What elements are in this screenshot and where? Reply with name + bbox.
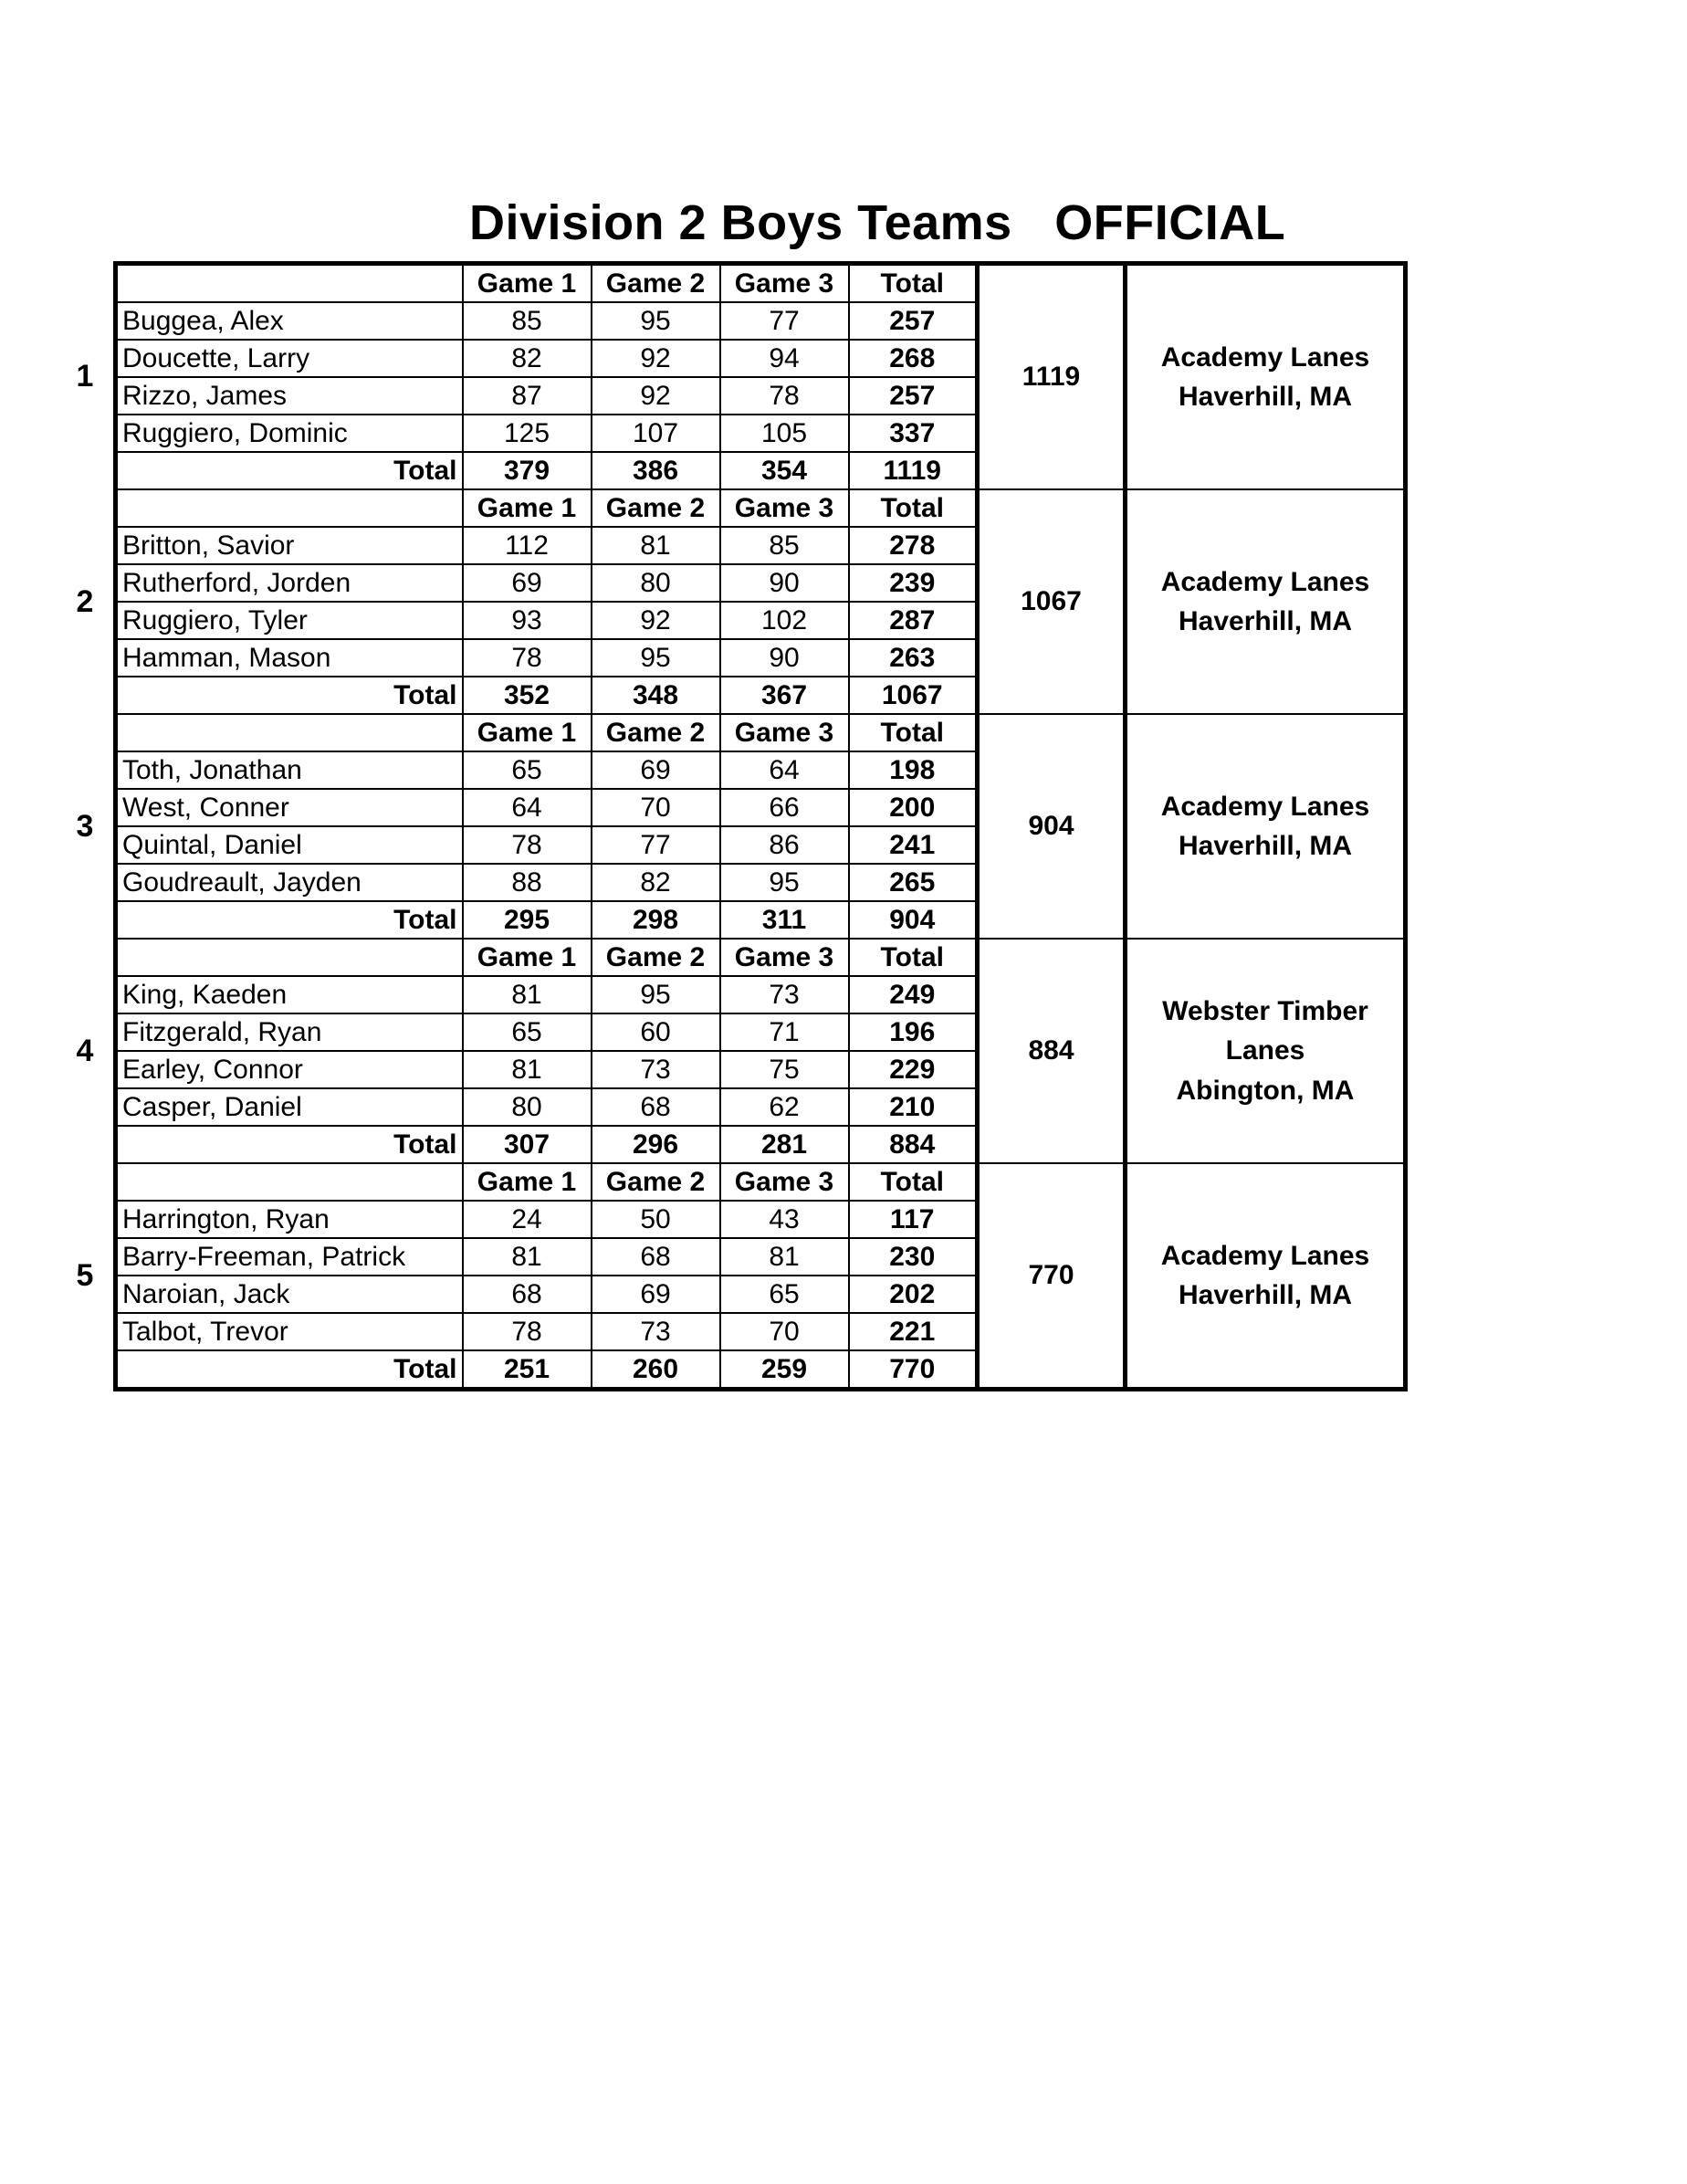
player-name: Ruggiero, Dominic xyxy=(116,415,463,452)
venue-line: Lanes xyxy=(1225,1035,1305,1066)
player-name: Rizzo, James xyxy=(116,377,463,415)
team-header-row xyxy=(116,714,1406,751)
player-name: Goudreault, Jayden xyxy=(116,864,463,901)
column-header: Game 1 xyxy=(463,1163,592,1201)
game-2-score: 92 xyxy=(592,340,720,377)
total-label: Total xyxy=(116,452,463,489)
venue-line: Haverhill, MA xyxy=(1178,1280,1353,1310)
team-rank: 4 xyxy=(76,1033,94,1068)
venue-line: Academy Lanes xyxy=(1160,791,1370,822)
column-header: Game 3 xyxy=(720,714,849,751)
game-2-score: 73 xyxy=(592,1313,720,1350)
column-header: Total xyxy=(849,1163,978,1201)
game-1-score: 81 xyxy=(463,1238,592,1276)
game-2-score: 70 xyxy=(592,789,720,826)
column-header: Total xyxy=(849,714,978,751)
game-2-score: 95 xyxy=(592,639,720,677)
game-3-score: 66 xyxy=(720,789,849,826)
game-2-score: 95 xyxy=(592,302,720,340)
game-3-score: 64 xyxy=(720,751,849,789)
column-header: Total xyxy=(849,489,978,527)
series-total: 884 xyxy=(849,1126,978,1163)
game-1-score: 81 xyxy=(463,1051,592,1088)
game-3-score: 85 xyxy=(720,527,849,564)
game-3-total: 311 xyxy=(720,901,849,939)
player-total: 265 xyxy=(849,864,978,901)
game-2-score: 60 xyxy=(592,1013,720,1051)
game-3-score: 105 xyxy=(720,415,849,452)
player-name: Rutherford, Jorden xyxy=(116,564,463,602)
game-3-score: 90 xyxy=(720,639,849,677)
player-total: 337 xyxy=(849,415,978,452)
game-2-score: 95 xyxy=(592,976,720,1013)
game-3-total: 354 xyxy=(720,452,849,489)
game-3-score: 95 xyxy=(720,864,849,901)
player-total: 221 xyxy=(849,1313,978,1350)
game-1-score: 93 xyxy=(463,602,592,639)
player-total: 196 xyxy=(849,1013,978,1051)
game-1-score: 112 xyxy=(463,527,592,564)
game-1-score: 78 xyxy=(463,639,592,677)
blank-cell xyxy=(116,939,463,976)
game-2-score: 69 xyxy=(592,1276,720,1313)
game-1-total: 352 xyxy=(463,677,592,714)
team-header-row xyxy=(116,489,1406,527)
player-total: 257 xyxy=(849,377,978,415)
venue-line: Abington, MA xyxy=(1176,1075,1355,1106)
blank-cell xyxy=(116,1163,463,1201)
venue-cell xyxy=(1126,1163,1406,1390)
game-1-score: 24 xyxy=(463,1201,592,1238)
game-1-total: 379 xyxy=(463,452,592,489)
player-name: Quintal, Daniel xyxy=(116,826,463,864)
game-3-score: 75 xyxy=(720,1051,849,1088)
blank-cell xyxy=(116,264,463,303)
game-1-total: 307 xyxy=(463,1126,592,1163)
column-header: Game 3 xyxy=(720,939,849,976)
player-name: Talbot, Trevor xyxy=(116,1313,463,1350)
player-name: Ruggiero, Tyler xyxy=(116,602,463,639)
player-name: Buggea, Alex xyxy=(116,302,463,340)
game-2-score: 68 xyxy=(592,1088,720,1126)
series-total: 1119 xyxy=(849,452,978,489)
game-3-score: 81 xyxy=(720,1238,849,1276)
player-total: 117 xyxy=(849,1201,978,1238)
game-3-score: 73 xyxy=(720,976,849,1013)
team-header-row xyxy=(116,264,1406,303)
team-header-row xyxy=(116,1163,1406,1201)
game-3-score: 43 xyxy=(720,1201,849,1238)
venue-cell xyxy=(1126,714,1406,939)
player-name: Toth, Jonathan xyxy=(116,751,463,789)
game-3-total: 367 xyxy=(720,677,849,714)
game-3-score: 70 xyxy=(720,1313,849,1350)
player-name: King, Kaeden xyxy=(116,976,463,1013)
venue-line: Webster Timber xyxy=(1162,995,1368,1026)
team-rank: 2 xyxy=(76,583,94,619)
player-total: 249 xyxy=(849,976,978,1013)
game-3-score: 86 xyxy=(720,826,849,864)
column-header: Game 1 xyxy=(463,264,592,303)
game-3-score: 77 xyxy=(720,302,849,340)
game-3-total: 259 xyxy=(720,1350,849,1390)
team-rank: 1 xyxy=(76,358,94,394)
venue-cell xyxy=(1126,489,1406,714)
venue-line: Academy Lanes xyxy=(1160,1240,1370,1271)
player-total: 287 xyxy=(849,602,978,639)
player-total: 239 xyxy=(849,564,978,602)
player-total: 229 xyxy=(849,1051,978,1088)
team-total: 770 xyxy=(978,1163,1126,1390)
game-3-score: 65 xyxy=(720,1276,849,1313)
column-header: Game 3 xyxy=(720,489,849,527)
player-total: 230 xyxy=(849,1238,978,1276)
game-2-score: 107 xyxy=(592,415,720,452)
game-2-score: 82 xyxy=(592,864,720,901)
game-2-score: 73 xyxy=(592,1051,720,1088)
player-name: Barry-Freeman, Patrick xyxy=(116,1238,463,1276)
player-total: 210 xyxy=(849,1088,978,1126)
venue-line: Haverhill, MA xyxy=(1178,831,1353,861)
venue-cell xyxy=(1126,939,1406,1163)
column-header: Game 2 xyxy=(592,1163,720,1201)
total-label: Total xyxy=(116,677,463,714)
player-name: Harrington, Ryan xyxy=(116,1201,463,1238)
player-total: 198 xyxy=(849,751,978,789)
total-label: Total xyxy=(116,1126,463,1163)
column-header: Total xyxy=(849,939,978,976)
game-1-score: 81 xyxy=(463,976,592,1013)
game-1-score: 78 xyxy=(463,1313,592,1350)
team-total: 1067 xyxy=(978,489,1126,714)
venue-line: Academy Lanes xyxy=(1160,341,1370,373)
page-title: Division 2 Boys Teams OFFICIAL xyxy=(469,195,1286,250)
venue-line: Haverhill, MA xyxy=(1178,606,1353,636)
game-2-score: 92 xyxy=(592,377,720,415)
column-header: Total xyxy=(849,264,978,303)
game-3-score: 71 xyxy=(720,1013,849,1051)
game-3-score: 94 xyxy=(720,340,849,377)
column-header: Game 2 xyxy=(592,264,720,303)
column-header: Game 2 xyxy=(592,714,720,751)
team-rank: 3 xyxy=(76,808,94,844)
game-2-score: 92 xyxy=(592,602,720,639)
game-3-score: 102 xyxy=(720,602,849,639)
game-1-score: 65 xyxy=(463,751,592,789)
game-1-score: 69 xyxy=(463,564,592,602)
player-name: Doucette, Larry xyxy=(116,340,463,377)
player-total: 241 xyxy=(849,826,978,864)
game-2-total: 386 xyxy=(592,452,720,489)
player-name: Fitzgerald, Ryan xyxy=(116,1013,463,1051)
player-total: 263 xyxy=(849,639,978,677)
player-name: Britton, Savior xyxy=(116,527,463,564)
player-name: West, Conner xyxy=(116,789,463,826)
blank-cell xyxy=(116,489,463,527)
game-2-total: 260 xyxy=(592,1350,720,1390)
player-name: Casper, Daniel xyxy=(116,1088,463,1126)
column-header: Game 3 xyxy=(720,1163,849,1201)
series-total: 1067 xyxy=(849,677,978,714)
venue-cell xyxy=(1126,264,1406,490)
column-header: Game 1 xyxy=(463,489,592,527)
game-3-total: 281 xyxy=(720,1126,849,1163)
game-1-score: 82 xyxy=(463,340,592,377)
game-1-score: 125 xyxy=(463,415,592,452)
column-header: Game 1 xyxy=(463,714,592,751)
player-total: 268 xyxy=(849,340,978,377)
game-1-score: 65 xyxy=(463,1013,592,1051)
player-total: 202 xyxy=(849,1276,978,1313)
game-2-total: 298 xyxy=(592,901,720,939)
game-3-score: 90 xyxy=(720,564,849,602)
column-header: Game 2 xyxy=(592,489,720,527)
game-2-score: 81 xyxy=(592,527,720,564)
game-2-score: 50 xyxy=(592,1201,720,1238)
game-1-score: 68 xyxy=(463,1276,592,1313)
player-total: 278 xyxy=(849,527,978,564)
venue-line: Haverhill, MA xyxy=(1178,382,1353,412)
game-1-score: 64 xyxy=(463,789,592,826)
team-total: 904 xyxy=(978,714,1126,939)
game-2-total: 348 xyxy=(592,677,720,714)
total-label: Total xyxy=(116,1350,463,1390)
series-total: 904 xyxy=(849,901,978,939)
player-name: Hamman, Mason xyxy=(116,639,463,677)
column-header: Game 3 xyxy=(720,264,849,303)
team-total: 884 xyxy=(978,939,1126,1163)
game-1-score: 78 xyxy=(463,826,592,864)
player-name: Earley, Connor xyxy=(116,1051,463,1088)
total-label: Total xyxy=(116,901,463,939)
column-header: Game 1 xyxy=(463,939,592,976)
series-total: 770 xyxy=(849,1350,978,1390)
player-total: 257 xyxy=(849,302,978,340)
game-3-score: 78 xyxy=(720,377,849,415)
game-2-total: 296 xyxy=(592,1126,720,1163)
player-total: 200 xyxy=(849,789,978,826)
game-2-score: 77 xyxy=(592,826,720,864)
results-table xyxy=(113,261,1408,1391)
game-1-score: 85 xyxy=(463,302,592,340)
team-total: 1119 xyxy=(978,264,1126,490)
game-2-score: 80 xyxy=(592,564,720,602)
game-3-score: 62 xyxy=(720,1088,849,1126)
game-1-score: 80 xyxy=(463,1088,592,1126)
blank-cell xyxy=(116,714,463,751)
game-1-score: 88 xyxy=(463,864,592,901)
column-header: Game 2 xyxy=(592,939,720,976)
venue-line: Academy Lanes xyxy=(1160,566,1370,597)
team-rank: 5 xyxy=(76,1258,94,1294)
player-name: Naroian, Jack xyxy=(116,1276,463,1313)
game-1-total: 295 xyxy=(463,901,592,939)
game-2-score: 68 xyxy=(592,1238,720,1276)
team-header-row xyxy=(116,939,1406,976)
game-2-score: 69 xyxy=(592,751,720,789)
game-1-score: 87 xyxy=(463,377,592,415)
game-1-total: 251 xyxy=(463,1350,592,1390)
